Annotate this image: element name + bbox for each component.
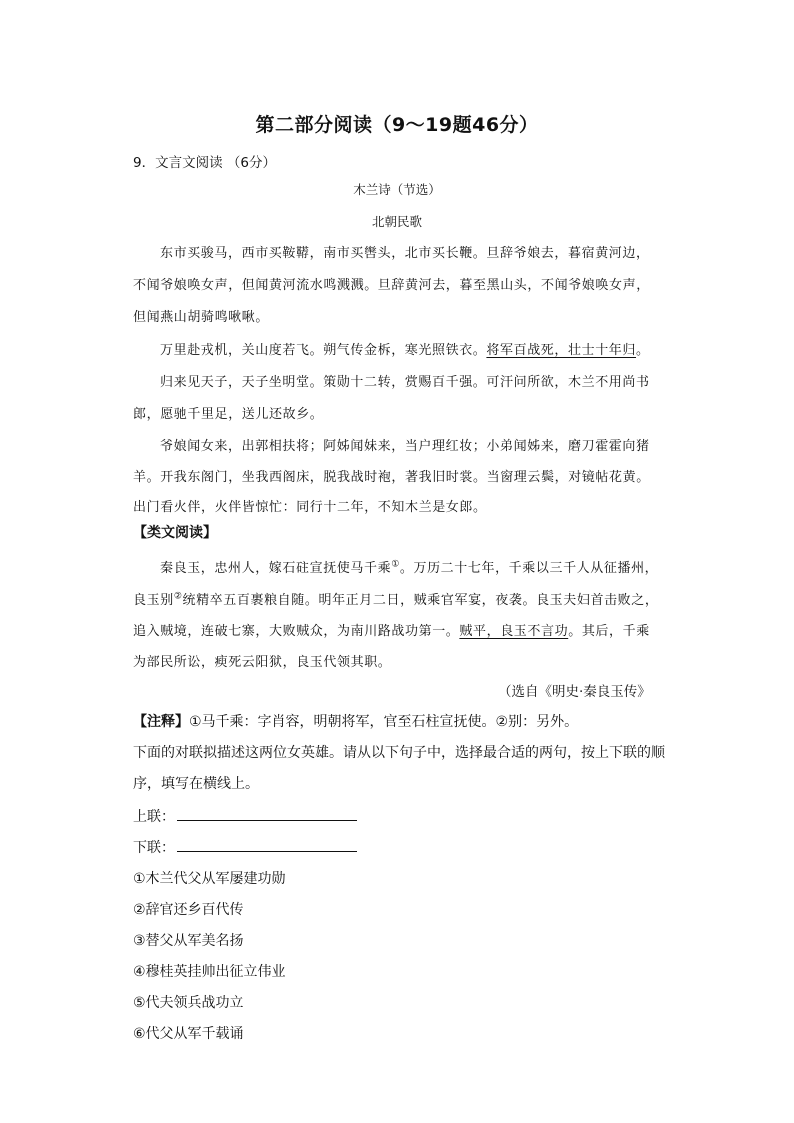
option-item: ⑤代夫领兵战功立 — [133, 995, 244, 1011]
source-citation: （选自《明史·秦良玉传》 — [498, 684, 651, 700]
prose-line — [133, 589, 659, 608]
poem-line: 郎，愿驰千里足，送儿还故乡。 — [133, 407, 324, 422]
footnote-mark: ① — [391, 559, 400, 570]
prose-text: 追入贼境，连破七寨，大败贼众，为南川路战功第一。 — [133, 624, 460, 639]
underlined-sentence: 贼平，良玉不言功 — [459, 624, 569, 639]
upper-couplet-row — [133, 806, 357, 826]
lower-couplet-answer-line[interactable] — [177, 837, 357, 852]
prose-text: 。万历二十七年，千乘以三千人从征播州， — [399, 561, 659, 576]
poem-title: 木兰诗（节选） — [353, 182, 441, 197]
prose-text: 良玉别 — [133, 593, 174, 608]
section-label: 【类文阅读】 — [133, 525, 217, 541]
annotation — [133, 711, 578, 731]
prose-line: 为部民所讼，瘐死云阳狱，良玉代领其职。 — [133, 655, 392, 670]
option-item: ④穆桂英挂帅出征立伟业 — [133, 964, 286, 980]
poem-author: 北朝民歌 — [371, 214, 422, 229]
option-item: ③替父从军美名扬 — [133, 933, 244, 949]
poem-line: 东市买骏马，西市买鞍鞯，南市买辔头，北市买长鞭。旦辞爷娘去，暮宿黄河边， — [160, 246, 650, 261]
upper-couplet-label: 上联： — [133, 809, 175, 825]
poem-text: 。 — [636, 343, 650, 358]
annotation-label: 【注释】 — [133, 714, 189, 730]
poem-line: 归来见天子，天子坐明堂。策勋十二转，赏赐百千强。可汗问所欲，木兰不用尚书 — [160, 375, 650, 390]
prose-line — [133, 620, 650, 639]
option-item: ⑥代父从军千载诵 — [133, 1026, 244, 1042]
poem-line: 但闻燕山胡骑鸣啾啾。 — [133, 310, 270, 325]
prose-text: 。其后，千乘 — [568, 624, 650, 639]
poem-text: 万里赴戎机，关山度若飞。朔气传金柝，寒光照铁衣。 — [160, 343, 487, 358]
poem-line: 爷娘闻女来，出郭相扶将；阿姊闻妹来，当户理红妆；小弟闻姊来，磨刀霍霍向猪 — [160, 439, 650, 454]
prose-text: 统精卒五百裹粮自随。明年正月二日，贼乘官军宴，夜袭。良玉夫妇首击败之， — [182, 593, 659, 608]
prose-line — [160, 557, 658, 576]
option-item: ①木兰代父从军屡建功勋 — [133, 871, 286, 887]
underlined-sentence: 将军百战死，壮士十年归 — [486, 343, 637, 358]
question-heading: 9．文言文阅读 （6分） — [133, 155, 276, 171]
prose-text: 秦良玉，忠州人，嫁石砫宣抚使马千乘 — [160, 561, 392, 576]
footnote-mark: ② — [173, 591, 183, 602]
instruction-line: 序，填写在横线上。 — [133, 776, 259, 792]
option-item: ②辞官还乡百代传 — [133, 902, 244, 918]
poem-line — [160, 339, 650, 358]
poem-line: 羊。开我东阁门，坐我西阁床，脱我战时袍，著我旧时裳。当窗理云鬓，对镜帖花黄。 — [133, 470, 650, 485]
lower-couplet-label: 下联： — [133, 840, 175, 856]
poem-line: 不闻爷娘唤女声，但闻黄河流水鸣溅溅。旦辞黄河去，暮至黑山头，不闻爷娘唤女声， — [133, 278, 650, 293]
upper-couplet-answer-line[interactable] — [177, 806, 357, 821]
annotation-text: ①马千乘：字肖容，明朝将军，官至石柱宣抚使。②别：另外。 — [189, 714, 579, 730]
poem-line: 出门看火伴，火伴皆惊忙：同行十二年，不知木兰是女郎。 — [133, 500, 487, 515]
lower-couplet-row — [133, 837, 357, 857]
instruction-line: 下面的对联拟描述这两位女英雄。请从以下句子中，选择最合适的两句，按上下联的顺 — [133, 745, 665, 761]
section-title: 第二部分阅读（9～19题46分） — [255, 114, 539, 136]
